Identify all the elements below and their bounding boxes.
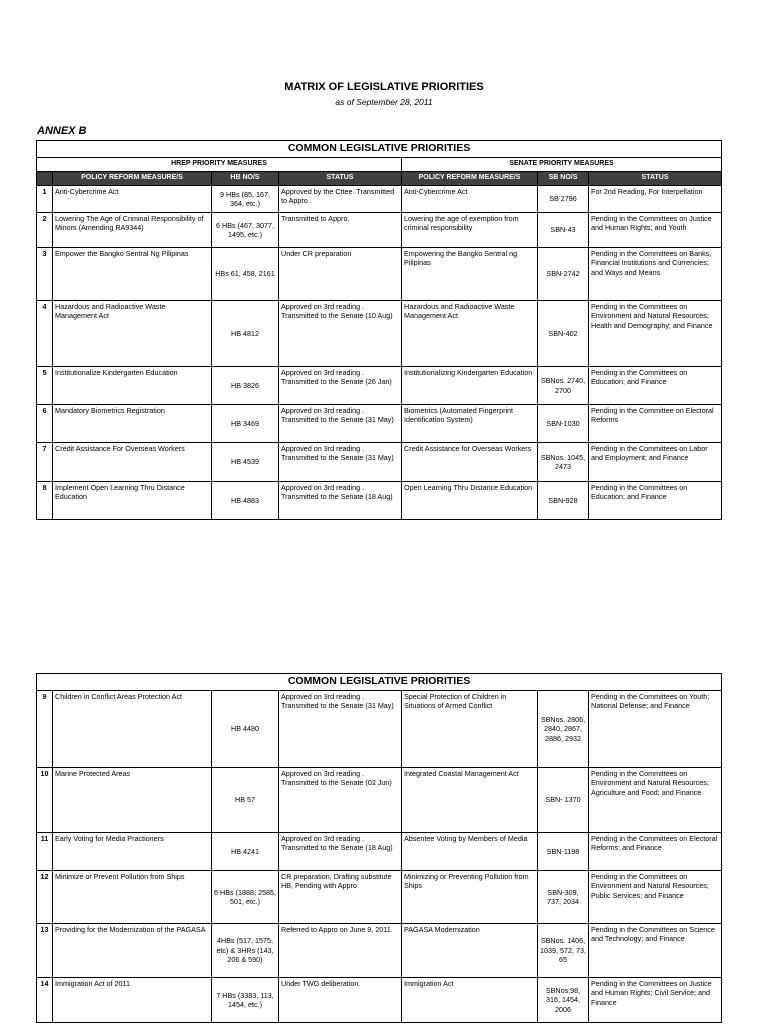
document-title: MATRIX OF LEGISLATIVE PRIORITIES xyxy=(284,81,484,93)
senate-status: Pending in the Committees on Justice and Human Rights; and Youth xyxy=(589,213,722,248)
house-measure: Lowering The Age of Criminal Responsibility of Minors (Amending RA9344) xyxy=(53,213,212,248)
house-status: Approved on 3rd reading . Transmitted to the Senate (31 May) xyxy=(279,691,402,768)
senate-measure: Credit Assistance for Overseas Workers xyxy=(402,443,538,482)
house-measure: Marine Protected Areas xyxy=(53,768,212,833)
table-banner: COMMON LEGISLATIVE PRIORITIES xyxy=(37,674,722,691)
senate-measure: Open Learning Thru Distance Education xyxy=(402,482,538,520)
house-measure: Early Voting for Media Practioners xyxy=(53,833,212,871)
hb-numbers: 6 HBs (1888, 2585, 501, etc.) xyxy=(212,871,279,924)
sb-numbers: SBNos. 2740, 2700 xyxy=(538,367,589,405)
house-measure: Immigration Act of 2011 xyxy=(53,978,212,1023)
table-row xyxy=(37,213,722,248)
sb-header: SB NO/S xyxy=(538,172,589,186)
row-number: 1 xyxy=(37,186,53,213)
sb-numbers: SBNos. 2806, 2840, 2867, 2886, 2932 xyxy=(538,691,589,768)
house-status: Approved on 3rd reading . Transmitted to the Senate (31 May) xyxy=(279,443,402,482)
house-measure: Implement Open Learning Thru Distance Education xyxy=(53,482,212,520)
table-row xyxy=(37,367,722,405)
senate-status: For 2nd Reading, For Interpellation xyxy=(589,186,722,213)
hb-header: HB NO/S xyxy=(212,172,279,186)
house-measure: Anti-Cybercrime Act xyxy=(53,186,212,213)
senate-status: Pending in the Committees on Science and Technology; and Finance xyxy=(589,924,722,978)
house-status: CR preparation, Drafting substitute HB, Pending with Appro xyxy=(279,871,402,924)
senate-group-header: SENATE PRIORITY MEASURES xyxy=(402,158,722,172)
hb-numbers: HBs 61, 458, 2161 xyxy=(212,248,279,301)
row-number: 8 xyxy=(37,482,53,520)
hb-numbers: HB 4883 xyxy=(212,482,279,520)
house-status: Approved on 3rd reading . Transmitted to the Senate (10 Aug) xyxy=(279,301,402,367)
priorities-table-2 xyxy=(36,673,722,1023)
number-header xyxy=(37,172,53,186)
house-status: Approved on 3rd reading . Transmitted to the Senate (18 Aug) xyxy=(279,833,402,871)
table-row xyxy=(37,691,722,768)
house-measure-header: POLICY REFORM MEASURE/S xyxy=(53,172,212,186)
annex-label: ANNEX B xyxy=(37,125,87,137)
house-status: Under CR preparation xyxy=(279,248,402,301)
row-number: 11 xyxy=(37,833,53,871)
table-row xyxy=(37,833,722,871)
hb-numbers: HB 3469 xyxy=(212,405,279,443)
house-status: Under TWG deliberation. xyxy=(279,978,402,1023)
senate-measure: Absentee Voting by Members of Media xyxy=(402,833,538,871)
senate-measure: Lowering the age of exemption from criminal responsibility xyxy=(402,213,538,248)
sb-numbers: SBNos. 1045, 2473 xyxy=(538,443,589,482)
senate-status: Pending in the Committee on Electoral Reforms xyxy=(589,405,722,443)
house-status: Approved on 3rd reading . Transmitted to the Senate (31 May) xyxy=(279,405,402,443)
row-number: 13 xyxy=(37,924,53,978)
house-status: Approved on 3rd reading . Transmitted to the Senate (18 Aug) xyxy=(279,482,402,520)
sb-numbers: SBN-928 xyxy=(538,482,589,520)
sb-numbers: SBN-1030 xyxy=(538,405,589,443)
sb-numbers: SBN-402 xyxy=(538,301,589,367)
senate-measure: Empowering the Bangko Sentral ng Pilipinas xyxy=(402,248,538,301)
hb-numbers: HB 4812 xyxy=(212,301,279,367)
hb-numbers: HB 4539 xyxy=(212,443,279,482)
sb-numbers: SBN-43 xyxy=(538,213,589,248)
sb-numbers: SBN-309, 737, 2034 xyxy=(538,871,589,924)
row-number: 4 xyxy=(37,301,53,367)
house-status: Approved on 3rd reading . Transmitted to the Senate (26 Jan) xyxy=(279,367,402,405)
hb-numbers: HB 3826 xyxy=(212,367,279,405)
house-measure: Hazardous and Radioactive Waste Management Act xyxy=(53,301,212,367)
row-number: 10 xyxy=(37,768,53,833)
hb-numbers: 6 HBs (467, 3077, 1495, etc.) xyxy=(212,213,279,248)
hb-numbers: 9 HBs (85, 167, 364, etc.) xyxy=(212,186,279,213)
house-measure: Institutionalize Kindergarten Education xyxy=(53,367,212,405)
senate-measure: Immigration Act xyxy=(402,978,538,1023)
sb-numbers: SB 2796 xyxy=(538,186,589,213)
table-row xyxy=(37,978,722,1023)
sb-numbers: SBNos. 1406, 1039, 572, 73, 65 xyxy=(538,924,589,978)
row-number: 7 xyxy=(37,443,53,482)
house-measure: Providing for the Modernization of the PAGASA xyxy=(53,924,212,978)
house-measure: Mandatory Biometrics Registration xyxy=(53,405,212,443)
senate-status: Pending in the Committees on Justice and Human Rights; Civil Service; and Finance xyxy=(589,978,722,1023)
sb-numbers: SBN-1198 xyxy=(538,833,589,871)
table-row xyxy=(37,871,722,924)
senate-status: Pending in the Committees on Banks, Financial Institutions and Currencies; and Ways and Means xyxy=(589,248,722,301)
senate-measure: Minimizing or Preventing Pollution from Ships xyxy=(402,871,538,924)
house-status: Approved on 3rd reading . Transmitted to the Senate (02 Jun) xyxy=(279,768,402,833)
hb-numbers: HB 57 xyxy=(212,768,279,833)
table-row xyxy=(37,443,722,482)
senate-measure: Anti-Cybercrime Act xyxy=(402,186,538,213)
hb-numbers: HB 4241 xyxy=(212,833,279,871)
house-measure: Empower the Bangko Sentral Ng Pilipinas xyxy=(53,248,212,301)
document-subtitle: as of September 28, 2011 xyxy=(335,97,433,107)
house-status: Referred to Appro on June 9, 2011 xyxy=(279,924,402,978)
senate-measure: Institutionalizing Kindergarten Education xyxy=(402,367,538,405)
senate-status: Pending in the Committees on Education; and Finance xyxy=(589,367,722,405)
senate-status-header: STATUS xyxy=(589,172,722,186)
house-measure: Credit Assistance For Overseas Workers xyxy=(53,443,212,482)
table-row xyxy=(37,768,722,833)
sb-numbers: SBNos.98, 316, 1454, 2006 xyxy=(538,978,589,1023)
table-row xyxy=(37,186,722,213)
senate-measure: Special Protection of Children in Situations of Armed Conflict xyxy=(402,691,538,768)
priorities-table-1 xyxy=(36,140,722,520)
row-number: 14 xyxy=(37,978,53,1023)
house-measure: Minimize or Prevent Pollution from Ships xyxy=(53,871,212,924)
table-row xyxy=(37,405,722,443)
row-number: 12 xyxy=(37,871,53,924)
hb-numbers: 7 HBs (3383, 113, 1454, etc.) xyxy=(212,978,279,1023)
hb-numbers: 4HBs (517, 1575, etc) & 3HRs (143, 206 & 590) xyxy=(212,924,279,978)
senate-measure: Integrated Coastal Management Act xyxy=(402,768,538,833)
senate-status: Pending in the Committees on Youth; National Defense; and Finance xyxy=(589,691,722,768)
senate-measure: Biometrics (Automated Fingerprint Identification System) xyxy=(402,405,538,443)
row-number: 3 xyxy=(37,248,53,301)
table-banner: COMMON LEGISLATIVE PRIORITIES xyxy=(37,141,722,158)
hrep-group-header: HREP PRIORITY MEASURES xyxy=(37,158,402,172)
sb-numbers: SBN-2742 xyxy=(538,248,589,301)
row-number: 5 xyxy=(37,367,53,405)
senate-status: Pending in the Committees on Electoral Reforms; and Finance xyxy=(589,833,722,871)
table-row xyxy=(37,301,722,367)
senate-measure: Hazardous and Radioactive Waste Management Act xyxy=(402,301,538,367)
hb-numbers: HB 4480 xyxy=(212,691,279,768)
senate-status: Pending in the Committees on Environment and Natural Resources; Agriculture and Food; and Finance xyxy=(589,768,722,833)
senate-status: Pending in the Committees on Environment and Natural Resources; Public Services; and Finance xyxy=(589,871,722,924)
row-number: 2 xyxy=(37,213,53,248)
table-row xyxy=(37,924,722,978)
house-status: Approved by the Cttee. Transmitted to Appro . xyxy=(279,186,402,213)
senate-measure-header: POLICY REFORM MEASURE/S xyxy=(402,172,538,186)
row-number: 6 xyxy=(37,405,53,443)
senate-status: Pending in the Committees on Labor and Employment; and Finance xyxy=(589,443,722,482)
house-measure: Children in Conflict Areas Protection Act xyxy=(53,691,212,768)
house-status-header: STATUS xyxy=(279,172,402,186)
table-row xyxy=(37,482,722,520)
table-row xyxy=(37,248,722,301)
senate-status: Pending in the Committees on Education; and Finance xyxy=(589,482,722,520)
row-number: 9 xyxy=(37,691,53,768)
senate-status: Pending in the Committees on Environment and Natural Resources; Health and Demography; and Finance xyxy=(589,301,722,367)
house-status: Transmitted to Appro. xyxy=(279,213,402,248)
senate-measure: PAGASA Modernization xyxy=(402,924,538,978)
sb-numbers: SBN- 1370 xyxy=(538,768,589,833)
